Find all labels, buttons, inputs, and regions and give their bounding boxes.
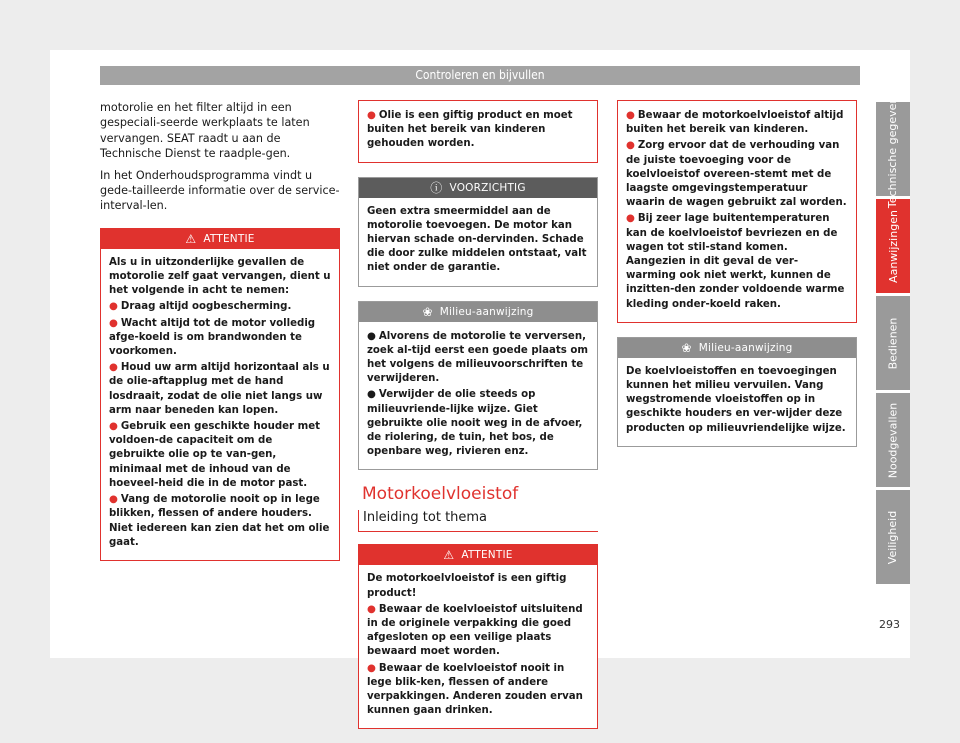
section-subtitle: Inleiding tot thema bbox=[358, 510, 598, 532]
bullet-icon: ● bbox=[367, 389, 376, 401]
list-item-text: Vang de motorolie nooit op in lege blikken, flessen of andere houders. Niet iedereen kan zien dat het om olie gaat. bbox=[109, 494, 330, 548]
caution-box bbox=[358, 177, 598, 287]
tab-bedienen[interactable] bbox=[876, 296, 910, 390]
warning-continuation-body bbox=[359, 101, 597, 162]
list-item bbox=[626, 212, 848, 311]
warning-intro: De motorkoelvloeistof is een giftig product! bbox=[367, 573, 567, 599]
list-item-text: Alvorens de motorolie te verversen, zoek al-tijd eerst een goede plaats om het volgens de milieuvoorschriften te verwijderen. bbox=[367, 330, 588, 385]
list-item bbox=[109, 361, 331, 418]
warning-triangle-icon: ⚠ bbox=[443, 548, 455, 563]
list-item-text: Bewaar de koelvloeistof uitsluitend in de originele verpakking die goed afgesloten op een veilige plaats bewaard moet worden. bbox=[367, 603, 583, 658]
tab-label: Veiligheid bbox=[886, 510, 900, 564]
warning-intro: Als u in uitzonderlijke gevallen de motorolie zelf gaat vervangen, dient u het volgende in acht te nemen: bbox=[109, 256, 331, 297]
list-item bbox=[109, 420, 331, 491]
list-item-text: Olie is een giftig product en moet buiten het bereik van kinderen gehouden worden. bbox=[367, 110, 573, 150]
warning-triangle-icon: ⚠ bbox=[185, 231, 197, 246]
caution-title: VOORZICHTIG bbox=[449, 181, 526, 194]
tab-noodgevallen[interactable] bbox=[876, 393, 910, 487]
environment-box-header bbox=[618, 338, 856, 358]
bullet-icon: ● bbox=[109, 421, 118, 433]
caution-box-header bbox=[359, 178, 597, 198]
chapter-tabs bbox=[876, 90, 910, 587]
tab-technische-gegevens[interactable] bbox=[876, 90, 910, 208]
caution-body bbox=[359, 198, 597, 286]
list-item-text: Verwijder de olie steeds op milieuvriende-lijke wijze. Giet gebruikte olie nooit weg in de afvoer, de riolering, de tuin, het bos, de openbare weg, rivieren enz. bbox=[367, 389, 583, 458]
info-circle-icon: ⓘ bbox=[430, 181, 443, 196]
body-paragraph: motorolie en het filter altijd in een gespeciali-seerde werkplaats te laten vervangen. SEAT raadt u aan de Technische Dienst te raadple-gen. bbox=[100, 101, 310, 161]
tab-label: Noodgevallen bbox=[886, 402, 900, 478]
list-item-text: Bij zeer lage buitentemperaturen kan de koelvloeistof bevriezen en de wagen tot stil-stand komen. Aangezien in dit geval de ver-warming ook niet werkt, kunnen de inzitten-den zonder voldoende warme kleding onder-koeld raken. bbox=[626, 213, 845, 310]
list-item bbox=[367, 109, 589, 152]
warning-title: ATTENTIE bbox=[461, 549, 513, 562]
list-item bbox=[367, 662, 589, 719]
environment-box-header bbox=[359, 302, 597, 322]
warning-box-header bbox=[101, 229, 339, 249]
list-item bbox=[626, 109, 848, 137]
bullet-icon: ● bbox=[109, 362, 118, 374]
environment-title: Milieu-aanwijzing bbox=[439, 305, 534, 318]
list-item-text: Bewaar de motorkoelvloeistof altijd buiten het bereik van kinderen. bbox=[626, 110, 844, 136]
list-item bbox=[109, 493, 331, 550]
list-item bbox=[626, 139, 848, 210]
list-item-text: Bewaar de koelvloeistof nooit in lege blik-ken, flessen of andere verpakkingen. Anderen zouden ervan kunnen gaan drinken. bbox=[367, 662, 583, 717]
warning-box bbox=[100, 228, 340, 561]
section-title: Motorkoelvloeistof bbox=[362, 484, 519, 505]
warning-box-header bbox=[359, 545, 597, 565]
caution-text: Geen extra smeermiddel aan de motorolie toevoegen. De motor kan hiervan schade on-dervinden. Schade die door zulke middelen ontstaat, valt niet onder de garantie. bbox=[367, 205, 587, 274]
column-3 bbox=[617, 100, 857, 461]
environment-title: Milieu-aanwijzing bbox=[698, 341, 793, 354]
list-item-text: Wacht altijd tot de motor volledig afge-koeld is om brandwonden te voorkomen. bbox=[109, 317, 316, 358]
page-number: 293 bbox=[879, 618, 900, 631]
leaf-icon: ❀ bbox=[422, 304, 433, 319]
bullet-icon: ● bbox=[109, 317, 118, 329]
warning-title: ATTENTIE bbox=[203, 232, 255, 245]
tab-veiligheid[interactable] bbox=[876, 490, 910, 584]
list-item-text: Draag altijd oogbescherming. bbox=[120, 301, 292, 313]
list-item bbox=[367, 603, 589, 660]
bullet-icon: ● bbox=[626, 140, 635, 152]
list-item bbox=[367, 388, 589, 459]
list-item-text: Gebruik een geschikte houder met voldoen-de capaciteit om de gebruikte olie op te van-gen, minimaal met de inhoud van de hoeveel-heid die in de motor past. bbox=[109, 421, 320, 489]
list-item bbox=[109, 300, 331, 314]
warning-continuation-box bbox=[358, 100, 598, 163]
list-item-text: Zorg ervoor dat de verhouding van de juiste toevoeging voor de koelvloeistof overeen-stemt met de laagste omgevingstemperatuur waarin de wagen gebruikt zal worden. bbox=[626, 140, 847, 209]
environment-text: De koelvloeistoffen en toevoegingen kunnen het milieu vervuilen. Vang wegstromende vloeistoffen op in geschikte houders en ver-wijder deze producten op milieuvriendelijke wijze. bbox=[626, 365, 846, 434]
bullet-icon: ● bbox=[367, 110, 376, 121]
warning-box bbox=[358, 544, 598, 729]
warning-body bbox=[101, 249, 339, 560]
bullet-icon: ● bbox=[367, 662, 376, 674]
environment-body bbox=[359, 322, 597, 470]
environment-box bbox=[617, 337, 857, 447]
tab-label: Aanwijzingen bbox=[886, 209, 900, 283]
environment-box bbox=[358, 301, 598, 471]
bullet-icon: ● bbox=[367, 603, 376, 615]
bullet-icon: ● bbox=[367, 330, 376, 342]
leaf-icon: ❀ bbox=[681, 340, 692, 355]
bullet-icon: ● bbox=[626, 110, 635, 121]
tab-aanwijzingen[interactable] bbox=[876, 199, 910, 293]
bullet-icon: ● bbox=[109, 301, 118, 313]
warning-body bbox=[359, 565, 597, 728]
column-2 bbox=[358, 100, 598, 743]
column-1 bbox=[100, 100, 340, 575]
tab-label: Technische gegevens bbox=[886, 90, 900, 208]
page-header: Controleren en bijvullen bbox=[100, 66, 860, 85]
bullet-icon: ● bbox=[109, 494, 118, 506]
list-item bbox=[109, 317, 331, 360]
body-paragraph: In het Onderhoudsprogramma vindt u gede-tailleerde informatie over de service-interval-len. bbox=[100, 168, 340, 213]
bullet-icon: ● bbox=[626, 213, 635, 225]
environment-body bbox=[618, 358, 856, 446]
list-item-text: Houd uw arm altijd horizontaal als u de olie-aftapplug met de hand losdraait, zodat de olie niet langs uw arm naar beneden kan lopen. bbox=[109, 362, 330, 416]
list-item bbox=[367, 330, 589, 387]
tab-label: Bedienen bbox=[886, 317, 900, 369]
warning-continuation-box bbox=[617, 100, 857, 323]
warning-continuation-body bbox=[618, 101, 856, 322]
